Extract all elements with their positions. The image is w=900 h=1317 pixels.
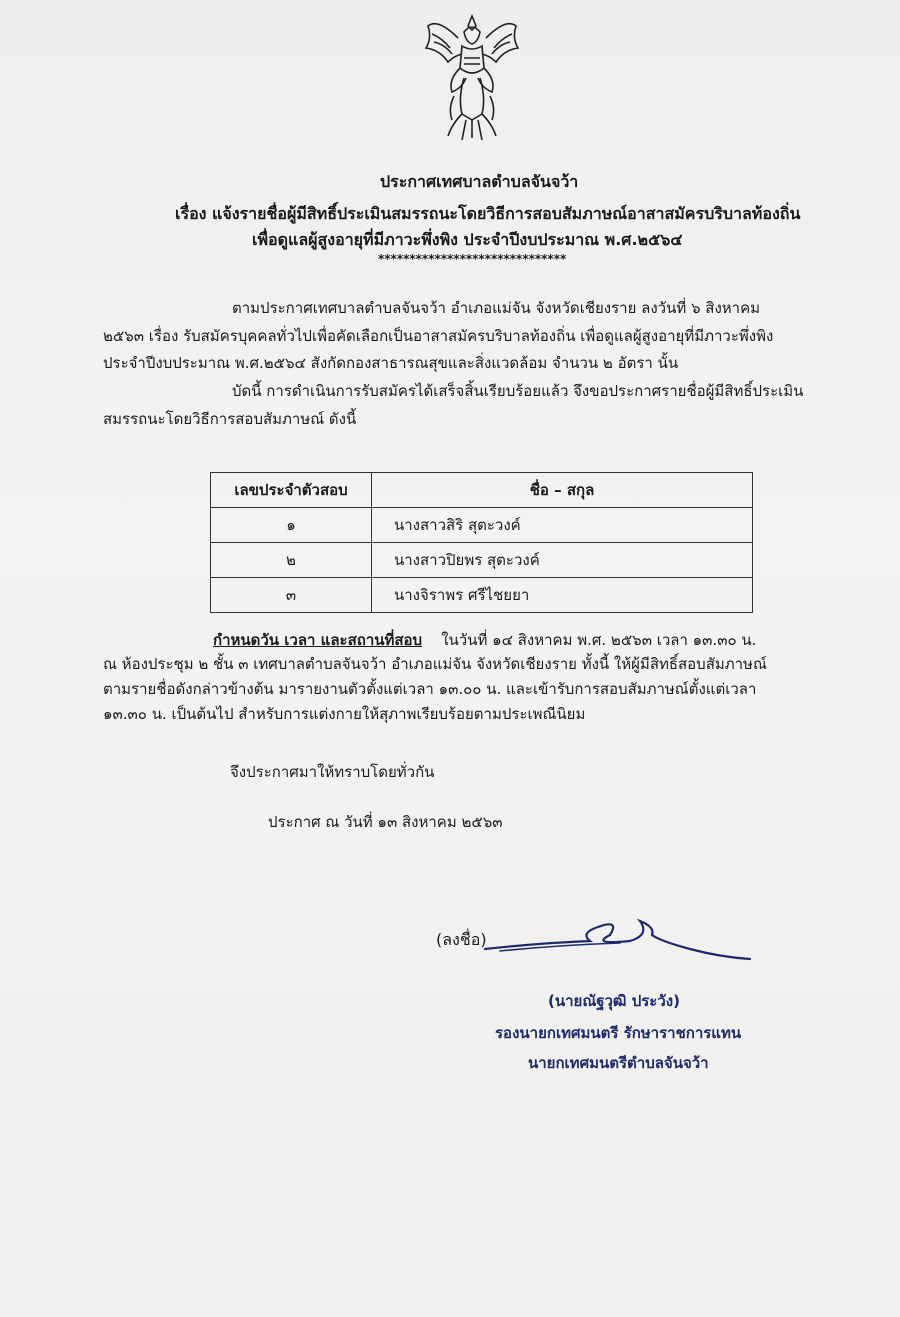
signer-position-2: นายกเทศมนตรีตำบลจันจว้า <box>528 1054 709 1072</box>
schedule-date: ในวันที่ ๑๔ สิงหาคม พ.ศ. ๒๕๖๓ เวลา ๑๓.๓๐ น. <box>441 631 757 649</box>
candidate-table <box>210 472 753 613</box>
handwritten-signature <box>480 905 760 965</box>
paragraph-1-line-1: ตามประกาศเทศบาลตำบลจันจว้า อำเภอแม่จัน จังหวัดเชียงราย ลงวันที่ ๖ สิงหาคม <box>232 299 761 317</box>
table-row <box>211 578 753 613</box>
title-divider: ****************************** <box>378 252 567 266</box>
closing-announce: จึงประกาศมาให้ทราบโดยทั่วกัน <box>230 763 435 781</box>
paragraph-1-line-2: ๒๕๖๓ เรื่อง รับสมัครบุคคลทั่วไปเพื่อคัดเลือกเป็นอาสาสมัครบริบาลท้องถิ่น เพื่อดูแลผู้สูงอายุที่มีภาวะพึ่งพิง <box>103 327 774 345</box>
garuda-emblem-icon <box>418 8 526 146</box>
table-row <box>211 508 753 543</box>
exam-number: ๒ <box>211 543 372 578</box>
signer-position-1: รองนายกเทศมนตรี รักษาราชการแทน <box>495 1024 742 1042</box>
announcement-subject: เรื่อง แจ้งรายชื่อผู้มีสิทธิ์ประเมินสมรรถนะโดยวิธีการสอบสัมภาษณ์อาสาสมัครบริบาลท้องถิ่น <box>175 204 801 223</box>
header-exam-number: เลขประจำตัวสอบ <box>211 473 372 508</box>
announcement-subject-line2: เพื่อดูแลผู้สูงอายุที่มีภาวะพึ่งพิง ประจำปีงบประมาณ พ.ศ.๒๕๖๔ <box>252 230 683 249</box>
exam-number: ๑ <box>211 508 372 543</box>
signer-name: (นายณัฐวุฒิ ประวัง) <box>548 992 680 1010</box>
candidate-name: นางจิราพร ศรีไชยยา <box>372 578 753 613</box>
paragraph-2-line-1: บัดนี้ การดำเนินการรับสมัครได้เสร็จสิ้นเรียบร้อยแล้ว จึงขอประกาศรายชื่อผู้มีสิทธิ์ประเมิน <box>232 382 804 400</box>
table-row <box>211 543 753 578</box>
schedule-line-2: ณ ห้องประชุม ๒ ชั้น ๓ เทศบาลตำบลจันจว้า อำเภอแม่จัน จังหวัดเชียงราย ทั้งนี้ ให้ผู้มีสิทธิ์สอบสัมภาษณ์ <box>103 655 767 673</box>
paragraph-1-line-3: ประจำปีงบประมาณ พ.ศ.๒๕๖๔ สังกัดกองสาธารณสุขและสิ่งแวดล้อม จำนวน ๒ อัตรา นั้น <box>103 354 679 372</box>
exam-number: ๓ <box>211 578 372 613</box>
schedule-line-3: ตามรายชื่อดังกล่าวข้างต้น มารายงานตัวตั้งแต่เวลา ๑๓.๐๐ น. และเข้ารับการสอบสัมภาษณ์ตั้งแต่เวลา <box>103 680 757 698</box>
candidate-name: นางสาวปิยพร สุตะวงค์ <box>372 543 753 578</box>
candidate-name: นางสาวสิริ สุตะวงค์ <box>372 508 753 543</box>
signature-label: (ลงชื่อ) <box>436 930 487 949</box>
schedule-line-4: ๑๓.๓๐ น. เป็นต้นไป สำหรับการแต่งกายให้สุภาพเรียบร้อยตามประเพณีนิยม <box>103 705 586 723</box>
announcement-title: ประกาศเทศบาลตำบลจันจว้า <box>380 172 579 191</box>
header-full-name: ชื่อ – สกุล <box>372 473 753 508</box>
paragraph-2-line-2: สมรรถนะโดยวิธีการสอบสัมภาษณ์ ดังนี้ <box>103 410 357 428</box>
table-header-row <box>211 473 753 508</box>
closing-date: ประกาศ ณ วันที่ ๑๓ สิงหาคม ๒๕๖๓ <box>268 813 503 831</box>
schedule-heading: กำหนดวัน เวลา และสถานที่สอบ <box>213 631 423 649</box>
schedule-line-1 <box>213 630 756 650</box>
